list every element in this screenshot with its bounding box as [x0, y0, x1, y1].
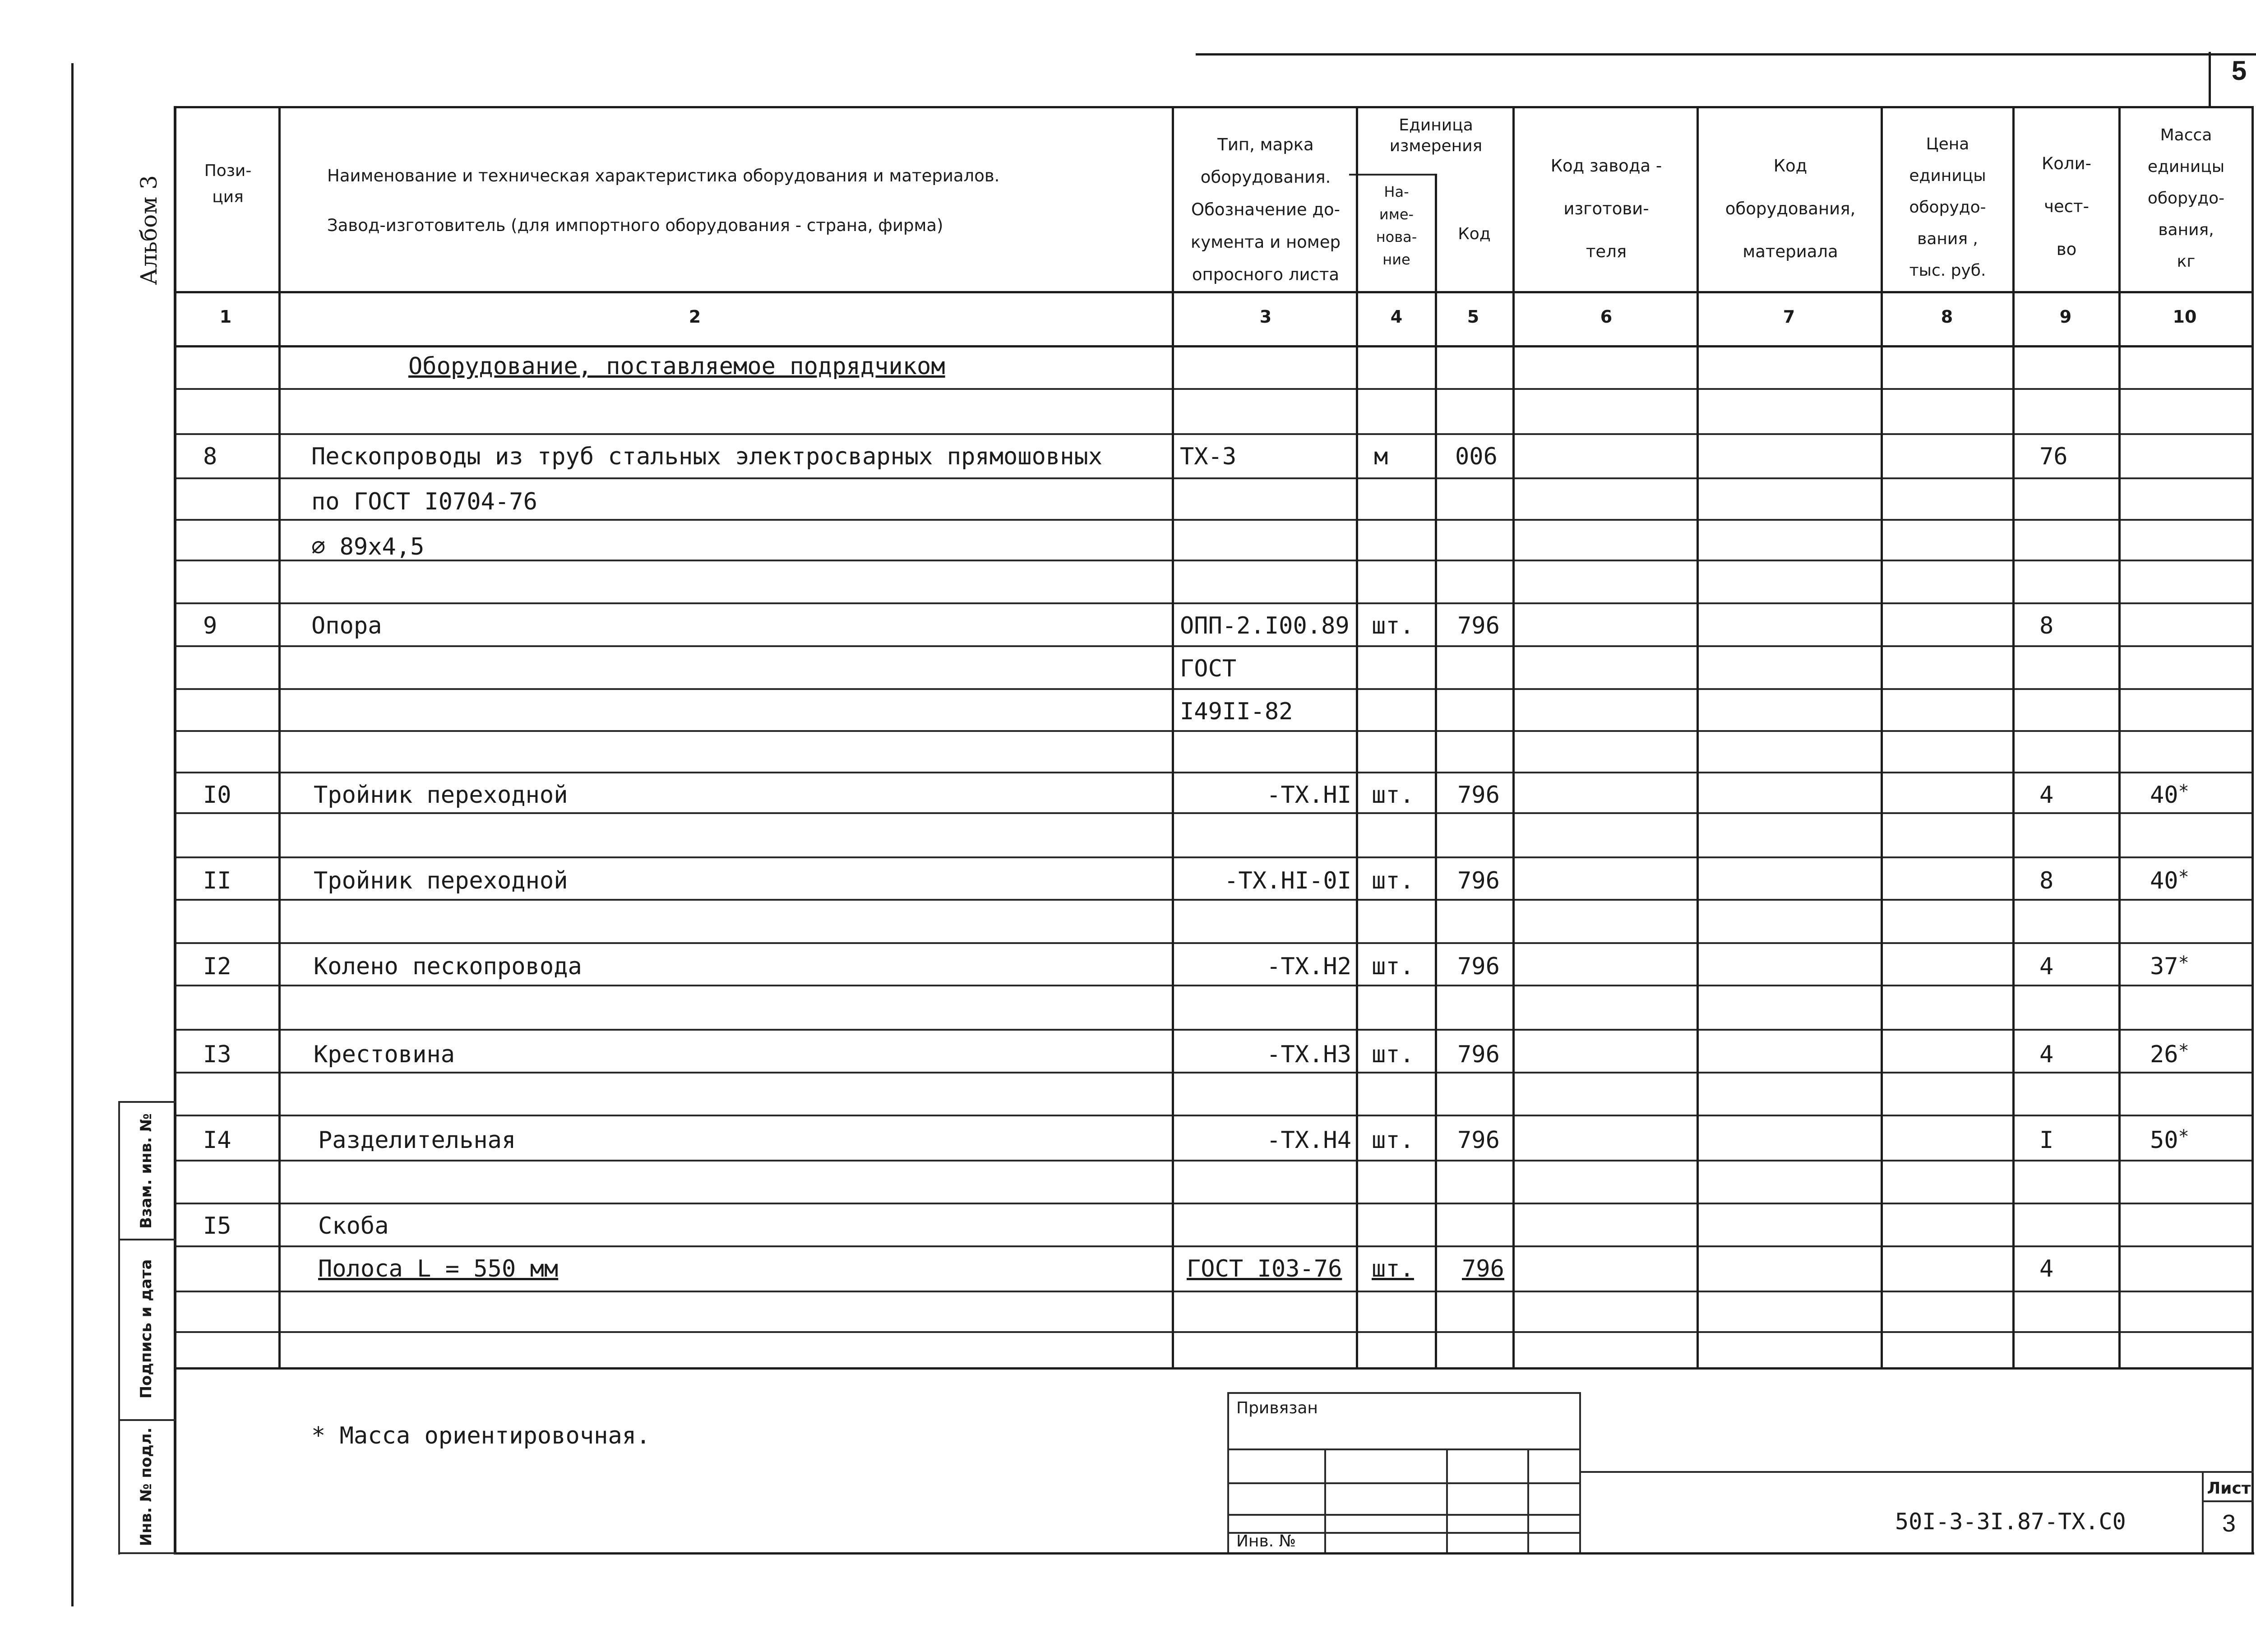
header-unit-code: Код	[1458, 225, 1491, 243]
stamp-line	[1227, 1392, 1229, 1555]
header-line: ние	[1382, 251, 1410, 268]
row-line	[174, 985, 2254, 986]
row-name-line: Полоса L = 550 мм	[318, 1255, 559, 1282]
row-line	[174, 1291, 2254, 1292]
row-mass	[2150, 866, 2189, 895]
side-label-inv-podl: Инв. № подл.	[137, 1427, 155, 1546]
row-line	[174, 812, 2254, 814]
row-mass	[2150, 781, 2189, 810]
header-line: Код завода -	[1550, 156, 1662, 176]
stamp-line	[1324, 1448, 1326, 1555]
row-position: 9	[203, 612, 217, 639]
row-line	[174, 942, 2254, 944]
col-line	[278, 106, 281, 1368]
row-name-line: Колено пескопровода	[314, 953, 582, 980]
stamp-line	[1227, 1482, 1579, 1484]
column-number: 2	[689, 307, 701, 327]
row-quantity: 4	[2039, 782, 2054, 809]
column-number: 10	[2173, 307, 2197, 327]
row-name-line: по ГОСТ I0704-76	[311, 488, 537, 515]
header-type	[1175, 129, 1356, 291]
row-line	[174, 477, 2254, 479]
header-line: материала	[1743, 242, 1838, 261]
row-mass	[2150, 1126, 2189, 1155]
row-type: ГОСТ	[1180, 655, 1237, 682]
row-code: 006	[1455, 443, 1498, 470]
header-line: единицы	[2147, 157, 2225, 176]
row-position: 8	[203, 443, 217, 470]
header-line: во	[2056, 240, 2077, 259]
header-line: На-	[1384, 183, 1409, 200]
row-type: -ТХ.HI-0I	[1224, 867, 1351, 894]
row-line	[174, 645, 2254, 647]
col-line	[1881, 106, 1883, 1368]
col-line	[1172, 106, 1174, 1368]
row-position: II	[203, 867, 231, 894]
table-right-line	[2251, 106, 2254, 1555]
row-line	[174, 899, 2254, 901]
row-unit: шт.	[1372, 953, 1414, 980]
row-code: 796	[1457, 782, 1500, 809]
row-position: I3	[203, 1041, 231, 1068]
header-line: оборудования,	[1725, 199, 1856, 218]
header-line: Масса	[2160, 126, 2212, 144]
header-price	[1883, 129, 2012, 287]
row-name-line: Скоба	[318, 1212, 389, 1240]
table-top-line	[174, 106, 2254, 108]
header-line: вания ,	[1917, 230, 1978, 248]
row-unit: шт.	[1372, 1255, 1414, 1282]
numbers-bottom-line	[174, 345, 2254, 347]
mass-asterisk: *	[2178, 781, 2189, 802]
header-position	[178, 158, 277, 210]
col-line	[1512, 106, 1515, 1368]
row-line	[174, 560, 2254, 561]
row-line	[174, 519, 2254, 521]
row-quantity: I	[2039, 1127, 2054, 1154]
header-line: Наименование и техническая характеристика оборудования и материалов.	[327, 166, 1000, 185]
stamp-line	[1446, 1448, 1448, 1555]
header-line: Тип, марка	[1217, 135, 1314, 154]
mass-asterisk: *	[2178, 953, 2189, 973]
row-quantity: 4	[2039, 953, 2054, 980]
top-page-number: 5	[2231, 56, 2247, 86]
header-unit-name	[1358, 180, 1435, 271]
stamp-line	[1527, 1448, 1529, 1555]
header-mass	[2121, 120, 2251, 278]
row-type: I49II-82	[1180, 698, 1293, 725]
row-line	[174, 688, 2254, 690]
header-name	[282, 151, 1171, 250]
row-name-line: Пескопроводы из труб стальных электросварных прямошовных	[311, 443, 1103, 470]
header-line: нова-	[1376, 228, 1417, 245]
row-position: I2	[203, 953, 231, 980]
row-code: 796	[1457, 612, 1500, 639]
row-unit: шт.	[1372, 1127, 1414, 1154]
row-mass	[2150, 952, 2189, 981]
header-line: кг	[2177, 252, 2196, 271]
row-unit: шт.	[1372, 782, 1414, 809]
header-line: единицы	[1909, 167, 1986, 185]
title-block-line	[1579, 1471, 2254, 1473]
row-code: 796	[1457, 1041, 1500, 1068]
row-quantity: 4	[2039, 1255, 2054, 1282]
header-equipment-code	[1700, 144, 1881, 273]
row-line	[174, 1160, 2254, 1161]
row-unit: м	[1374, 443, 1388, 470]
row-line	[174, 433, 2254, 435]
row-code: 796	[1457, 867, 1500, 894]
row-line	[174, 1245, 2254, 1247]
row-name-line: Крестовина	[314, 1041, 455, 1068]
header-line: Цена	[1926, 135, 1969, 153]
column-number: 5	[1467, 307, 1479, 327]
header-line: оборудо-	[2147, 189, 2225, 208]
header-line: име-	[1379, 206, 1414, 223]
stamp-line	[1227, 1514, 1579, 1516]
mass-value: 26	[2150, 1041, 2178, 1068]
col-line	[2118, 106, 2121, 1368]
document-code: 50I-3-3I.87-ТХ.С0	[1895, 1509, 2126, 1535]
row-type: ОПП-2.I00.89	[1180, 612, 1350, 639]
header-line: теля	[1586, 242, 1627, 261]
row-line	[174, 730, 2254, 732]
row-code: 796	[1457, 1127, 1500, 1154]
row-position: I5	[203, 1212, 231, 1240]
col-line	[1356, 106, 1358, 1368]
row-name-line: Тройник переходной	[314, 867, 568, 894]
row-type: ТХ-3	[1180, 443, 1237, 470]
row-line	[174, 1029, 2254, 1031]
header-quantity	[2015, 142, 2118, 271]
row-code: 796	[1462, 1255, 1504, 1282]
bottom-frame-line	[176, 1552, 2254, 1555]
row-line	[174, 388, 2254, 390]
header-bottom-line	[174, 291, 2254, 293]
header-line: кумента и номер	[1191, 232, 1341, 252]
column-number: 8	[1941, 307, 1953, 327]
row-quantity: 76	[2039, 443, 2068, 470]
mass-asterisk: *	[2178, 1126, 2189, 1147]
header-line: вания,	[2158, 221, 2214, 239]
header-line: Код	[1773, 156, 1808, 176]
title-block-line	[2202, 1471, 2204, 1554]
row-name-line: Тройник переходной	[314, 782, 568, 809]
column-number: 9	[2059, 307, 2072, 327]
column-number: 4	[1390, 307, 1403, 327]
col-line	[1697, 106, 1699, 1368]
table-left-line	[174, 106, 176, 1555]
left-binding-line	[71, 63, 74, 1606]
row-position: I0	[203, 782, 231, 809]
mass-asterisk: *	[2178, 867, 2189, 888]
side-box-line	[118, 1101, 120, 1555]
header-line: оборудования.	[1200, 167, 1331, 187]
row-position: I4	[203, 1127, 231, 1154]
column-number: 6	[1600, 307, 1613, 327]
mass-value: 40	[2150, 867, 2178, 894]
side-label-signature-date: Подпись и дата	[137, 1259, 155, 1399]
row-quantity: 4	[2039, 1041, 2054, 1068]
side-box-line	[118, 1101, 176, 1103]
footnote: * Масса ориентировочная.	[311, 1422, 651, 1449]
header-line: изготови-	[1563, 199, 1649, 218]
title-block-line	[2202, 1500, 2254, 1502]
stamp-line	[1227, 1448, 1579, 1450]
header-line: Завод-изготовитель (для импортного оборудования - страна, фирма)	[327, 216, 943, 235]
header-line: тыс. руб.	[1909, 261, 1986, 280]
row-line	[174, 1331, 2254, 1333]
header-line: чест-	[2044, 197, 2089, 216]
column-number: 1	[219, 307, 232, 327]
header-line: оборудо-	[1909, 198, 1986, 217]
row-type: ГОСТ I03-76	[1187, 1255, 1342, 1282]
row-unit: шт.	[1372, 612, 1414, 639]
mass-value: 40	[2150, 782, 2178, 809]
column-number: 3	[1259, 307, 1272, 327]
sheet-number: 3	[2222, 1510, 2236, 1537]
row-name-line: Разделительная	[318, 1127, 516, 1154]
mass-value: 37	[2150, 953, 2178, 980]
col-line	[2012, 106, 2015, 1368]
side-label-vzam-inv: Взам. инв. №	[137, 1113, 155, 1229]
row-unit: шт.	[1372, 867, 1414, 894]
header-line: опросного листа	[1192, 265, 1340, 284]
row-line	[174, 772, 2254, 773]
row-code: 796	[1457, 953, 1500, 980]
row-line	[174, 1072, 2254, 1074]
row-type: -ТХ.H3	[1267, 1041, 1351, 1068]
header-line: Пози-	[204, 162, 252, 180]
stamp-attached: Привязан	[1236, 1399, 1318, 1417]
unit-split-line	[1349, 174, 1435, 176]
row-name-line: Опора	[311, 612, 382, 639]
row-type: -ТХ.H2	[1267, 953, 1351, 980]
header-plant-code	[1516, 144, 1697, 273]
row-type: -ТХ.H4	[1267, 1127, 1351, 1154]
row-quantity: 8	[2039, 867, 2054, 894]
stamp-line	[1227, 1392, 1579, 1394]
row-name-line: ⌀ 89х4,5	[311, 533, 425, 560]
column-number: 7	[1783, 307, 1795, 327]
album-label: Альбом 3	[136, 175, 162, 285]
top-frame-line	[1196, 53, 2256, 56]
sheet-label: Лист	[2207, 1479, 2251, 1498]
mass-asterisk: *	[2178, 1041, 2189, 1061]
stamp-line	[1579, 1392, 1581, 1555]
row-type: -ТХ.HI	[1267, 782, 1351, 809]
header-unit: Единица измерения	[1389, 116, 1483, 155]
section-title: Оборудование, поставляемое подрядчиком	[408, 353, 945, 380]
row-line	[174, 856, 2254, 858]
header-line: Коли-	[2042, 154, 2091, 173]
header-line: Обозначение до-	[1191, 200, 1341, 219]
mass-value: 50	[2150, 1127, 2178, 1154]
row-quantity: 8	[2039, 612, 2054, 639]
table-bottom-line	[174, 1367, 2254, 1370]
header-line: ция	[212, 188, 244, 206]
stamp-inv-no: Инв. №	[1236, 1532, 1296, 1550]
row-unit: шт.	[1372, 1041, 1414, 1068]
row-mass	[2150, 1040, 2189, 1069]
row-line	[174, 1203, 2254, 1204]
col-line	[1435, 174, 1437, 1368]
row-line	[174, 602, 2254, 604]
row-line	[174, 1115, 2254, 1116]
